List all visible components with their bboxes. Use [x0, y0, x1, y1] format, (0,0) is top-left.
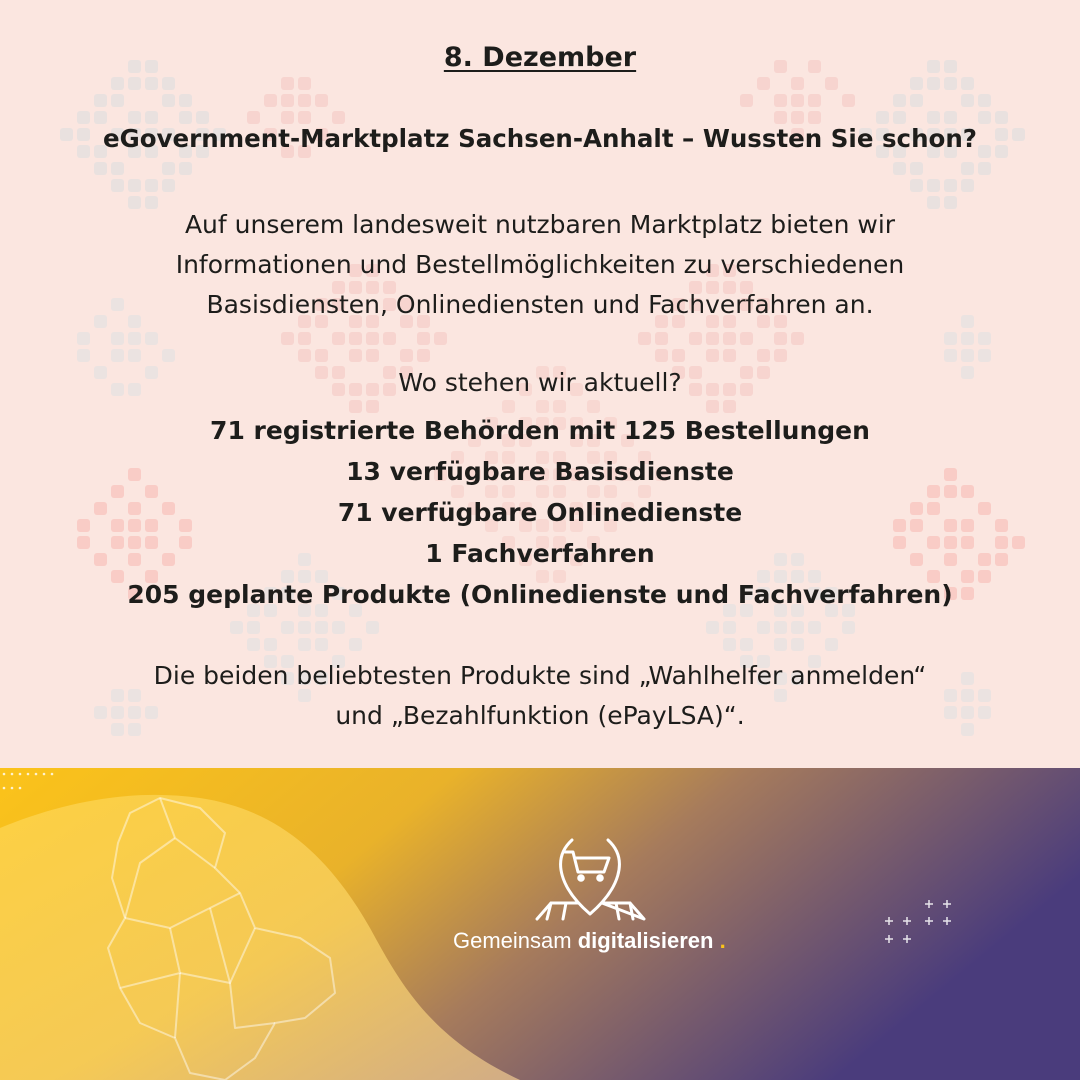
brand-text-bold: digitalisieren — [577, 928, 714, 953]
stats-list — [0, 410, 1080, 615]
pattern-dots — [60, 60, 1025, 736]
post-date: 8. Dezember — [443, 42, 637, 73]
stat-item: 71 registrierte Behörden mit 125 Bestellungen — [210, 416, 870, 445]
intro-line: Auf unserem landesweit nutzbaren Marktplatz bieten wir — [184, 210, 896, 239]
intro-paragraph — [90, 205, 990, 325]
stat-item: 71 verfügbare Onlinedienste — [337, 498, 743, 527]
brand-logo-text — [453, 928, 726, 954]
brand-text-regular: Gemeinsam — [453, 928, 572, 953]
brand-dot: . — [719, 928, 726, 953]
stat-item: 1 Fachverfahren — [425, 539, 655, 568]
popular-line: Die beiden beliebtesten Produkte sind „Wahlhelfer anmelden“ — [153, 661, 927, 690]
popular-products — [80, 656, 1000, 736]
stat-item: 205 geplante Produkte (Onlinedienste und Fachverfahren) — [127, 580, 953, 609]
stat-item: 13 verfügbare Basisdienste — [346, 457, 734, 486]
status-question: Wo stehen wir aktuell? — [398, 368, 682, 397]
popular-line: und „Bezahlfunktion (ePayLSA)“. — [335, 701, 745, 730]
headline: eGovernment-Marktplatz Sachsen-Anhalt – Wussten Sie schon? — [102, 124, 977, 153]
intro-line: Basisdiensten, Onlinediensten und Fachverfahren an. — [206, 290, 874, 319]
intro-line: Informationen und Bestellmöglichkeiten zu verschiedenen — [175, 250, 905, 279]
footer-banner — [0, 768, 1080, 1080]
